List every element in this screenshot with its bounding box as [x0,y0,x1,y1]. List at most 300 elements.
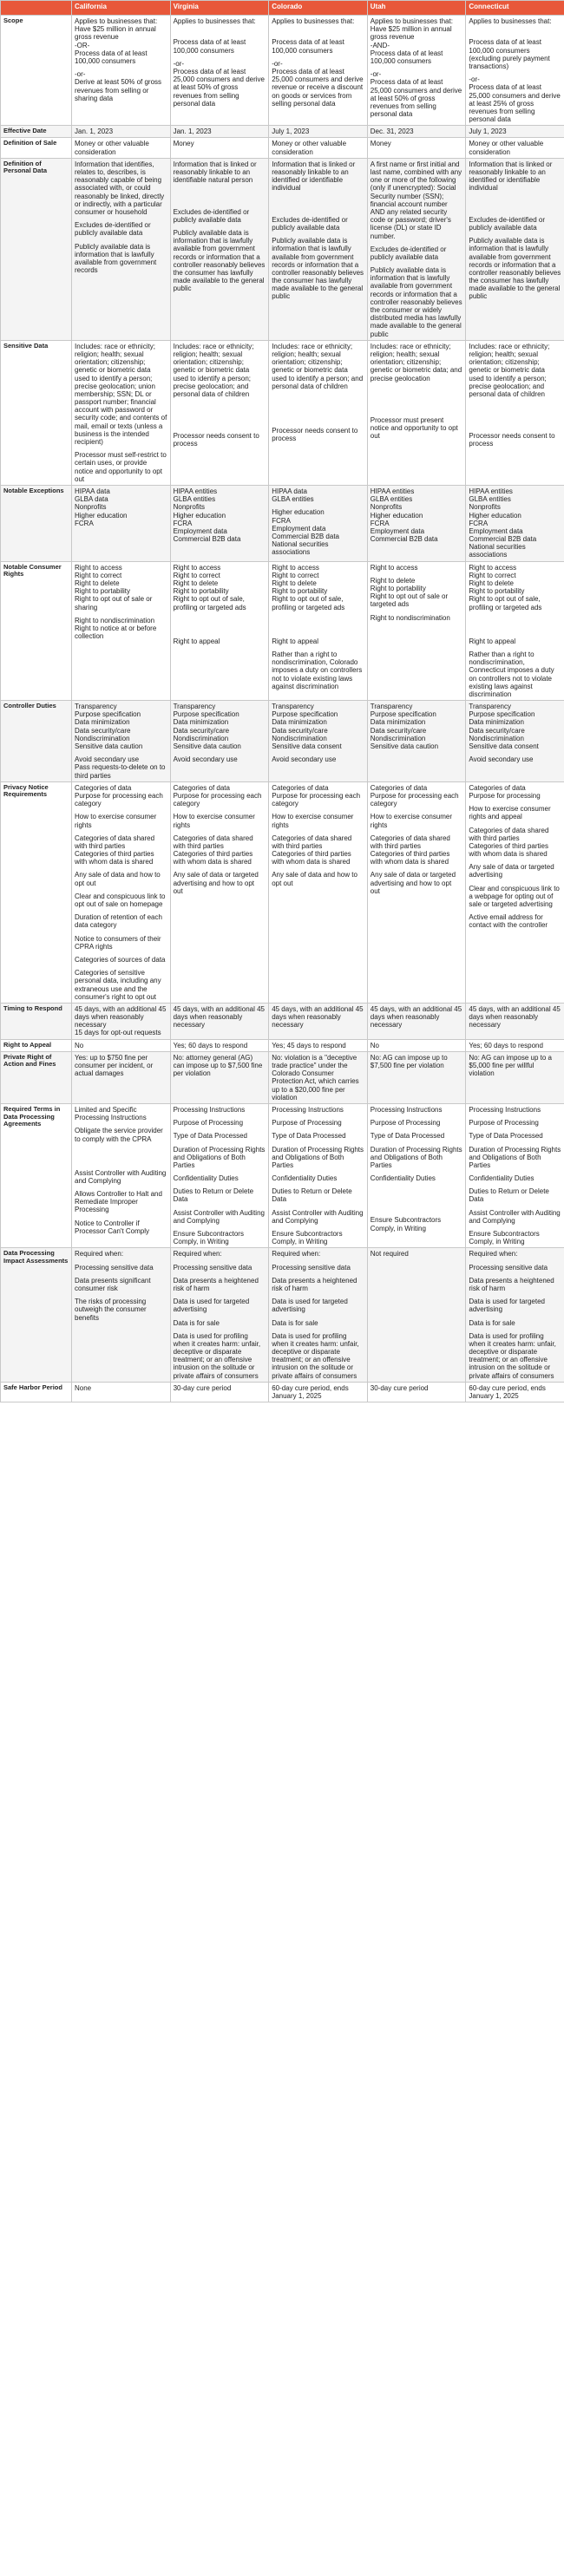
cell-paragraph: Information that is linked or reasonably linkable to an identifiable natural person [173,160,257,185]
cell-paragraph: No [75,1041,84,1049]
cell-paragraph: Categories of data Purpose for processing each category [272,783,361,808]
cell-utah [367,16,466,126]
cell-paragraph: How to exercise consumer rights and appeal [469,805,551,821]
row-label: Notable Exceptions [1,485,72,561]
row-label: Controller Duties [1,701,72,782]
cell-paragraph [174,189,266,194]
cell-paragraph: Purpose of Processing [469,1119,539,1128]
cell-paragraph [371,388,463,393]
cell-paragraph: Data is used for profiling when it creates harm: unfair, deceptive or disparate treatment; or an offensive intrusion on the solitude or private affairs of consumers [272,1331,359,1380]
cell-paragraph: Includes: race or ethnicity; religion; health; sexual orientation; citizenship; genetic or biometric data used to identify a person; precise geolocation; and personal data of children [469,342,550,398]
cell-connecticut [466,1003,564,1039]
cell-paragraph: HIPAA entities GLBA entities Nonprofits Higher education FCRA Employment data Commercial B2B data National securities associations [469,487,537,559]
cell-paragraph: Duration of Processing Rights and Obligations of Both Parties [370,1145,462,1169]
cell-paragraph: Applies to businesses that: [469,17,552,25]
cell-paragraph: Money [173,140,194,148]
cell-paragraph: Notice to Controller if Processor Can't Comply [75,1219,149,1235]
cell-paragraph: Categories of data shared with third parties Categories of third parties with whom data is shared [272,834,352,866]
cell-paragraph: Clear and conspicuous link to opt out of sale on homepage [75,892,166,908]
cell-paragraph: Categories of data shared with third parties Categories of third parties with whom data is shared [75,834,155,866]
header-row [1,1,564,16]
cell-paragraph [174,414,266,419]
cell-paragraph: Processing sensitive data [75,1263,154,1272]
cell-connecticut [466,701,564,782]
cell-connecticut [466,561,564,700]
row-label: Notable Consumer Rights [1,561,72,700]
cell-connecticut [466,1103,564,1247]
cell-paragraph: How to exercise consumer rights [370,813,453,829]
cell-virginia [170,16,269,126]
row-label: Scope [1,16,72,126]
cell-paragraph [272,627,364,632]
cell-paragraph: Ensure Subcontractors Comply, in Writing [370,1216,442,1232]
cell-paragraph: 30-day cure period [173,1383,232,1392]
cell-utah [367,1382,466,1402]
cell-paragraph [469,414,561,419]
cell-paragraph: Categories of data shared with third parties Categories of third parties with whom data is shared [469,826,549,859]
cell-paragraph: Categories of data Purpose for processing each category [75,783,163,808]
cell-paragraph: Information that is linked or reasonably linkable to an identified or identifiable individual [469,160,553,193]
cell-paragraph: Information that identifies, relates to, describes, is reasonably capable of being associated with, or could reasonably be linked, directly or indirectly, with a particular consumer or household [75,160,165,216]
cell-paragraph: Transparency Purpose specification Data minimization Data security/care Nondiscrimination Sensitive data caution [173,703,241,750]
cell-paragraph: No: AG can impose up to a $5,000 fine per willful violation [469,1053,552,1078]
cell-paragraph: Duties to Return or Delete Data [272,1187,352,1204]
cell-paragraph [371,398,463,403]
table-row [1,1248,564,1382]
table-row [1,485,564,561]
cell-paragraph: Right to appeal [173,637,220,645]
cell-utah [367,781,466,1003]
cell-virginia [170,1003,269,1039]
cell-paragraph: Ensure Subcontractors Comply, in Writing [272,1230,343,1246]
cell-paragraph: Process data of at least 100,000 consumers [173,38,246,55]
cell-paragraph: Right to access Right to correct Right to delete Right to portability Right to opt out of sale, profiling or targeted ads [469,563,542,611]
cell-paragraph: Any sale of data or targeted advertising and how to opt out [370,871,456,895]
cell-connecticut [466,1382,564,1402]
cell-virginia [170,1051,269,1103]
table-row [1,126,564,138]
cell-paragraph: Processing sensitive data [469,1263,548,1272]
cell-paragraph: Processor needs consent to process [173,432,259,448]
cell-paragraph: Right to access Right to correct Right to delete Right to portability Right to opt out of sale or sharing [75,563,153,611]
cell-paragraph: Jan. 1, 2023 [173,127,212,136]
cell-paragraph: Applies to businesses that: [272,17,355,25]
cell-utah [367,1248,466,1382]
cell-paragraph: Money or other valuable consideration [272,140,347,156]
cell-paragraph: Data is for sale [173,1318,220,1327]
cell-paragraph: 60-day cure period, ends January 1, 2025 [469,1383,546,1400]
cell-colorado [269,1039,368,1051]
cell-paragraph: Confidentiality Duties [469,1174,534,1183]
cell-utah [367,1051,466,1103]
cell-paragraph: Publicly available data is information that is lawfully available from government records or information that a controller reasonably believes the consumer has lawfully made available to the general public [272,237,364,301]
cell-paragraph: Publicly available data is information that is lawfully available from government records or information that a controller reasonably believes the consumer has lawfully made available to the general public [173,228,266,293]
cell-paragraph: Assist Controller with Auditing and Complying [272,1208,364,1225]
cell-paragraph: Confidentiality Duties [173,1174,239,1183]
cell-paragraph: Transparency Purpose specification Data minimization Data security/care Nondiscrimination Sensitive data caution [370,703,439,750]
cell-california [72,340,171,485]
cell-paragraph: 45 days, with an additional 45 days when reasonably necessary [272,1004,364,1030]
cell-paragraph: Money or other valuable consideration [75,140,149,156]
cell-colorado [269,1382,368,1402]
cell-paragraph: Processing sensitive data [173,1263,252,1272]
cell-california [72,1382,171,1402]
cell-paragraph: Type of Data Processed [370,1132,445,1141]
cell-utah [367,701,466,782]
cell-paragraph: July 1, 2023 [469,127,507,136]
cell-paragraph [469,198,561,203]
cell-utah [367,1103,466,1247]
cell-california [72,16,171,126]
cell-paragraph: 45 days, with an additional 45 days when reasonably necessary [370,1004,462,1030]
header-colorado: Colorado [269,1,368,16]
cell-paragraph: Jan. 1, 2023 [75,127,114,136]
cell-paragraph: Right to access [370,563,418,572]
cell-virginia [170,158,269,340]
cell-paragraph: HIPAA data GLBA data Nonprofits Higher education FCRA [75,487,128,527]
cell-paragraph [75,1148,167,1154]
cell-paragraph: Limited and Specific Processing Instructions [75,1105,147,1122]
cell-california [72,1003,171,1039]
row-label: Timing to Respond [1,1003,72,1039]
cell-colorado [269,561,368,700]
cell-connecticut [466,126,564,138]
cell-paragraph: Processor must present notice and opportunity to opt out [370,415,458,441]
table-row [1,340,564,485]
cell-paragraph: None [75,1383,92,1392]
cell-paragraph: Processing Instructions [173,1105,246,1114]
table-row [1,1003,564,1039]
cell-paragraph: Avoid secondary use [469,755,534,764]
cell-paragraph: Categories of data Purpose for processing [469,783,541,800]
cell-california [72,485,171,561]
cell-paragraph: Excludes de-identified or publicly available data [370,245,447,261]
cell-paragraph: Any sale of data or targeted advertising and how to opt out [173,871,259,895]
cell-paragraph: Active email address for contact with the controller [469,913,548,930]
cell-connecticut [466,340,564,485]
cell-paragraph: Required when: [173,1250,222,1259]
cell-virginia [170,138,269,158]
cell-paragraph: Purpose of Processing [272,1119,342,1128]
table-row [1,1103,564,1247]
cell-colorado [269,126,368,138]
cell-utah [367,1039,466,1051]
cell-paragraph: Yes; 60 days to respond [469,1041,543,1049]
cell-paragraph: Data presents a heightened risk of harm [272,1276,357,1292]
cell-colorado [269,16,368,126]
table-row [1,781,564,1003]
cell-paragraph: Processor must self-restrict to certain uses, or provide notice and opportunity to opt out [75,451,167,483]
cell-paragraph: Assist Controller with Auditing and Complying [75,1168,167,1185]
cell-paragraph: Data is used for targeted advertising [272,1298,348,1314]
cell-paragraph: Confidentiality Duties [370,1174,436,1183]
cell-paragraph: Required when: [272,1250,321,1259]
cell-connecticut [466,781,564,1003]
cell-paragraph: Data is used for profiling when it creates harm: unfair, deceptive or disparate treatment; or an offensive intrusion on the solitude or private affairs of consumers [469,1331,556,1380]
cell-paragraph: How to exercise consumer rights [272,813,354,829]
cell-paragraph: Data is for sale [469,1318,515,1327]
cell-paragraph: No [370,1041,380,1049]
cell-paragraph: Yes; 60 days to respond [173,1041,248,1049]
cell-paragraph: Categories of sensitive personal data, including any extraneous use and the consumer's right to opt out [75,969,161,1001]
cell-paragraph: Applies to businesses that: Have $25 million in annual gross revenue -AND- Process data of at least 100,000 consumers [370,17,453,65]
cell-paragraph [272,416,364,422]
cell-virginia [170,485,269,561]
cell-colorado [269,1103,368,1247]
cell-paragraph: -or- Process data of at least 25,000 consumers and derive at least 50% of gross revenues from selling personal data [370,70,462,119]
table-row [1,701,564,782]
cell-paragraph: 60-day cure period, ends January 1, 2025 [272,1383,349,1400]
cell-paragraph: HIPAA data GLBA entities [272,487,314,504]
cell-paragraph: Categories of data shared with third parties Categories of third parties with whom data is shared [173,834,253,866]
cell-paragraph: Required when: [469,1250,518,1259]
table-row [1,1382,564,1402]
cell-paragraph: Data is used for profiling when it creates harm: unfair, deceptive or disparate treatment; or an offensive intrusion on the solitude or private affairs of consumers [173,1331,261,1380]
cell-paragraph: Type of Data Processed [173,1132,247,1141]
cell-california [72,1103,171,1247]
cell-paragraph: -or- Derive at least 50% of gross revenues from selling or sharing data [75,70,162,102]
cell-paragraph: Right to access Right to correct Right to delete Right to portability Right to opt out of sale, profiling or targeted ads [272,563,345,611]
cell-paragraph: Right to appeal [272,637,319,645]
cell-paragraph: The risks of processing outweigh the consumer benefits [75,1298,147,1322]
cell-connecticut [466,138,564,158]
cell-utah [367,340,466,485]
cell-paragraph [272,406,364,411]
cell-paragraph: Not required [370,1250,409,1259]
cell-virginia [170,126,269,138]
table-row [1,1039,564,1051]
cell-paragraph: No: AG can impose up to $7,500 fine per violation [370,1053,448,1069]
cell-paragraph [174,627,266,632]
cell-paragraph: Applies to businesses that: [173,17,256,25]
cell-paragraph: Avoid secondary use [173,755,238,764]
cell-paragraph: Right to nondiscrimination [370,613,450,622]
cell-paragraph: Data is used for targeted advertising [173,1298,250,1314]
row-label: Definition of Sale [1,138,72,158]
cell-california [72,561,171,700]
cell-paragraph: Categories of data Purpose for processing each category [173,783,262,808]
cell-colorado [269,158,368,340]
table-body [1,16,564,1402]
cell-paragraph: Assist Controller with Auditing and Complying [173,1208,265,1225]
cell-paragraph: Avoid secondary use Pass requests-to-delete on to third parties [75,755,166,780]
cell-paragraph: Includes: race or ethnicity; religion; health; sexual orientation; citizenship; genetic or biometric data used to identify a person; and personal data of children [272,342,364,390]
cell-paragraph [272,198,364,203]
cell-paragraph: Publicly available data is information that is lawfully available from government records or information that a controller reasonably believes the consumer or widely distributed media has lawfully made available to the general public [370,266,462,338]
cell-california [72,781,171,1003]
cell-paragraph: Processing Instructions [272,1105,344,1114]
cell-paragraph [272,396,364,401]
header-california: California [72,1,171,16]
cell-paragraph: Obligate the service provider to comply with the CPRA [75,1127,163,1143]
cell-paragraph: Money or other valuable consideration [469,140,544,156]
cell-california [72,1039,171,1051]
cell-paragraph: 45 days, with an additional 45 days when reasonably necessary [469,1004,561,1030]
cell-colorado [269,1051,368,1103]
cell-paragraph: Duration of Processing Rights and Obligations of Both Parties [272,1145,364,1169]
table-row [1,158,564,340]
cell-utah [367,561,466,700]
cell-virginia [170,1382,269,1402]
cell-paragraph: Processor needs consent to process [272,426,358,443]
cell-paragraph: No: attorney general (AG) can impose up to $7,500 fine per violation [173,1053,263,1078]
table-row [1,138,564,158]
row-label: Effective Date [1,126,72,138]
cell-paragraph: Any sale of data or targeted advertising [469,863,554,879]
cell-virginia [170,701,269,782]
row-label: Privacy Notice Requirements [1,781,72,1003]
cell-paragraph: Duties to Return or Delete Data [173,1187,254,1204]
cell-paragraph: Categories of data shared with third parties Categories of third parties with whom data is shared [370,834,450,866]
cell-paragraph: Processing sensitive data [272,1263,351,1272]
cell-california [72,1248,171,1382]
cell-paragraph: Purpose of Processing [370,1119,441,1128]
cell-paragraph: 30-day cure period [370,1383,429,1392]
cell-utah [367,485,466,561]
cell-paragraph: A first name or first initial and last name, combined with any one or more of the following (only if unencrypted): Social Security number (SSN); financial account number AND any related security code or password; driver's license (DL) or state ID number. [370,160,462,240]
cell-paragraph: Categories of sources of data [75,955,166,964]
cell-paragraph: Clear and conspicuous link to a webpage for opting out of sale or targeted advertising [469,884,560,908]
cell-paragraph: Includes: race or ethnicity; religion; health; sexual orientation; citizenship; genetic or biometric data; and precise geolocation [370,342,462,382]
cell-connecticut [466,158,564,340]
cell-paragraph: Ensure Subcontractors Comply, in Writing [469,1230,540,1246]
cell-paragraph: Processing Instructions [370,1105,443,1114]
cell-paragraph: Assist Controller with Auditing and Complying [469,1208,561,1225]
cell-utah [367,1003,466,1039]
cell-paragraph: Data is for sale [272,1318,318,1327]
cell-paragraph: Rather than a right to nondiscrimination, Colorado imposes a duty on controllers not to violate existing laws against discrimination [272,650,363,690]
cell-paragraph [469,403,561,409]
cell-paragraph: HIPAA entities GLBA entities Nonprofits Higher education FCRA Employment data Commercial B2B data [173,487,241,544]
header-utah: Utah [367,1,466,16]
cell-paragraph: Type of Data Processed [469,1132,543,1141]
cell-paragraph [174,617,266,622]
cell-paragraph: Duration of Processing Rights and Obligations of Both Parties [469,1145,561,1169]
cell-paragraph: Excludes de-identified or publicly available data [75,221,151,238]
cell-paragraph: Processor needs consent to process [469,432,555,448]
cell-connecticut [466,16,564,126]
cell-paragraph: Excludes de-identified or publicly available data [173,207,250,224]
header-connecticut: Connecticut [466,1,564,16]
cell-virginia [170,781,269,1003]
cell-virginia [170,1039,269,1051]
cell-paragraph: Process data of at least 100,000 consumers (excluding purely payment transactions) [469,38,550,70]
cell-paragraph: Transparency Purpose specification Data minimization Data security/care Nondiscrimination Sensitive data caution [75,703,143,750]
cell-paragraph: Rather than a right to nondiscrimination, Connecticut imposes a duty on controllers not to violate existing laws against discrimination [469,650,554,698]
cell-colorado [269,138,368,158]
cell-paragraph: 45 days, with an additional 45 days when reasonably necessary [173,1004,265,1030]
cell-utah [367,138,466,158]
cell-paragraph [75,1159,167,1164]
cell-paragraph: July 1, 2023 [272,127,310,136]
cell-paragraph: Right to delete Right to portability Right to opt out of sale or targeted ads [370,576,449,609]
cell-connecticut [466,1051,564,1103]
cell-paragraph: Transparency Purpose specification Data minimization Data security/care Nondiscrimination Sensitive data consent [469,703,539,750]
cell-paragraph [469,617,561,622]
cell-connecticut [466,1248,564,1382]
cell-virginia [170,1248,269,1382]
row-label: Definition of Personal Data [1,158,72,340]
cell-paragraph [469,627,561,632]
cell-paragraph: Right to access Right to correct Right to delete Right to portability Right to opt out of sale, profiling or targeted ads [173,563,246,611]
cell-paragraph: Ensure Subcontractors Comply, in Writing [173,1230,244,1246]
cell-paragraph: -or- Process data of at least 25,000 consumers and derive at least 25% of gross revenues from selling personal data [469,75,561,124]
cell-paragraph: Yes; 45 days to respond [272,1041,346,1049]
cell-paragraph: Publicly available data is information that is lawfully available from government records [75,242,157,275]
cell-paragraph: Right to appeal [469,637,516,645]
cell-paragraph: Money [370,140,391,148]
row-label: Private Right of Action and Fines [1,1051,72,1103]
cell-paragraph: How to exercise consumer rights [75,813,157,829]
cell-paragraph: Avoid secondary use [272,755,337,764]
cell-paragraph: Includes: race or ethnicity; religion; health; sexual orientation; citizenship; genetic or biometric data used to identify a person; precise geolocation; union membership; SSN; DL or passport number; financial account with password or security code; and contents of mail, email or texts (unless a business is the intended recipient) [75,342,167,446]
cell-paragraph: Confidentiality Duties [272,1174,338,1183]
cell-paragraph: Dec. 31, 2023 [370,127,414,136]
cell-utah [367,158,466,340]
cell-paragraph: Data presents a heightened risk of harm [173,1276,259,1292]
cell-colorado [269,781,368,1003]
cell-colorado [269,1003,368,1039]
header-corner [1,1,72,16]
cell-paragraph [371,1198,463,1203]
cell-paragraph: Data presents significant consumer risk [75,1276,151,1292]
cell-california [72,138,171,158]
cell-paragraph: Allows Controller to Halt and Remediate Improper Processing [75,1190,162,1214]
cell-colorado [269,1248,368,1382]
cell-paragraph: Purpose of Processing [173,1119,244,1128]
cell-colorado [269,340,368,485]
cell-paragraph: Applies to businesses that: Have $25 million in annual gross revenue -OR- Process data of at least 100,000 consumers [75,17,158,65]
cell-paragraph: Duration of Processing Rights and Obligations of Both Parties [173,1145,266,1169]
cell-virginia [170,1103,269,1247]
cell-paragraph: -or- Process data of at least 25,000 consumers and derive revenue or receive a discount on goods or services from selling personal data [272,59,364,108]
cell-connecticut [466,1039,564,1051]
cell-paragraph: Duties to Return or Delete Data [469,1187,549,1204]
cell-paragraph: Any sale of data and how to opt out [272,871,357,887]
cell-paragraph: Data presents a heightened risk of harm [469,1276,554,1292]
row-label: Required Terms in Data Processing Agreements [1,1103,72,1247]
cell-paragraph: HIPAA entities GLBA entities Nonprofits Higher education FCRA Employment data Commercial B2B data [370,487,438,544]
cell-utah [367,126,466,138]
cell-paragraph: Duration of retention of each data category [75,913,162,930]
cell-paragraph: Excludes de-identified or publicly available data [469,215,545,232]
row-label: Right to Appeal [1,1039,72,1051]
cell-california [72,1051,171,1103]
cell-paragraph [371,1187,463,1193]
cell-virginia [170,340,269,485]
cell-paragraph: Processing Instructions [469,1105,541,1114]
cell-virginia [170,561,269,700]
cell-paragraph [174,403,266,409]
cell-paragraph: Notice to consumers of their CPRA rights [75,934,161,951]
cell-paragraph: Information that is linked or reasonably linkable to an identified or identifiable individual [272,160,356,193]
cell-paragraph: Transparency Purpose specification Data minimization Data security/care Nondiscrimination Sensitive data consent [272,703,342,750]
cell-paragraph: Yes: up to $750 fine per consumer per incident, or actual damages [75,1053,154,1078]
cell-paragraph: -or- Process data of at least 25,000 consumers and derive at least 50% of gross revenues from selling personal data [173,59,265,108]
cell-paragraph: Any sale of data and how to opt out [75,871,161,887]
cell-paragraph: Process data of at least 100,000 consumers [272,38,344,55]
cell-paragraph: Includes: race or ethnicity; religion; health; sexual orientation; citizenship; genetic or biometric data used to identify a person; precise geolocation; and personal data of children [173,342,254,398]
cell-paragraph: Data is used for targeted advertising [469,1298,545,1314]
table-row [1,16,564,126]
cell-colorado [269,485,368,561]
table-row [1,1051,564,1103]
cell-paragraph: Required when: [75,1250,124,1259]
cell-paragraph: Categories of data Purpose for processing each category [370,783,459,808]
cell-paragraph: Higher education FCRA Employment data Commercial B2B data National securities associations [272,508,339,557]
cell-california [72,126,171,138]
cell-paragraph: Excludes de-identified or publicly available data [272,215,348,232]
